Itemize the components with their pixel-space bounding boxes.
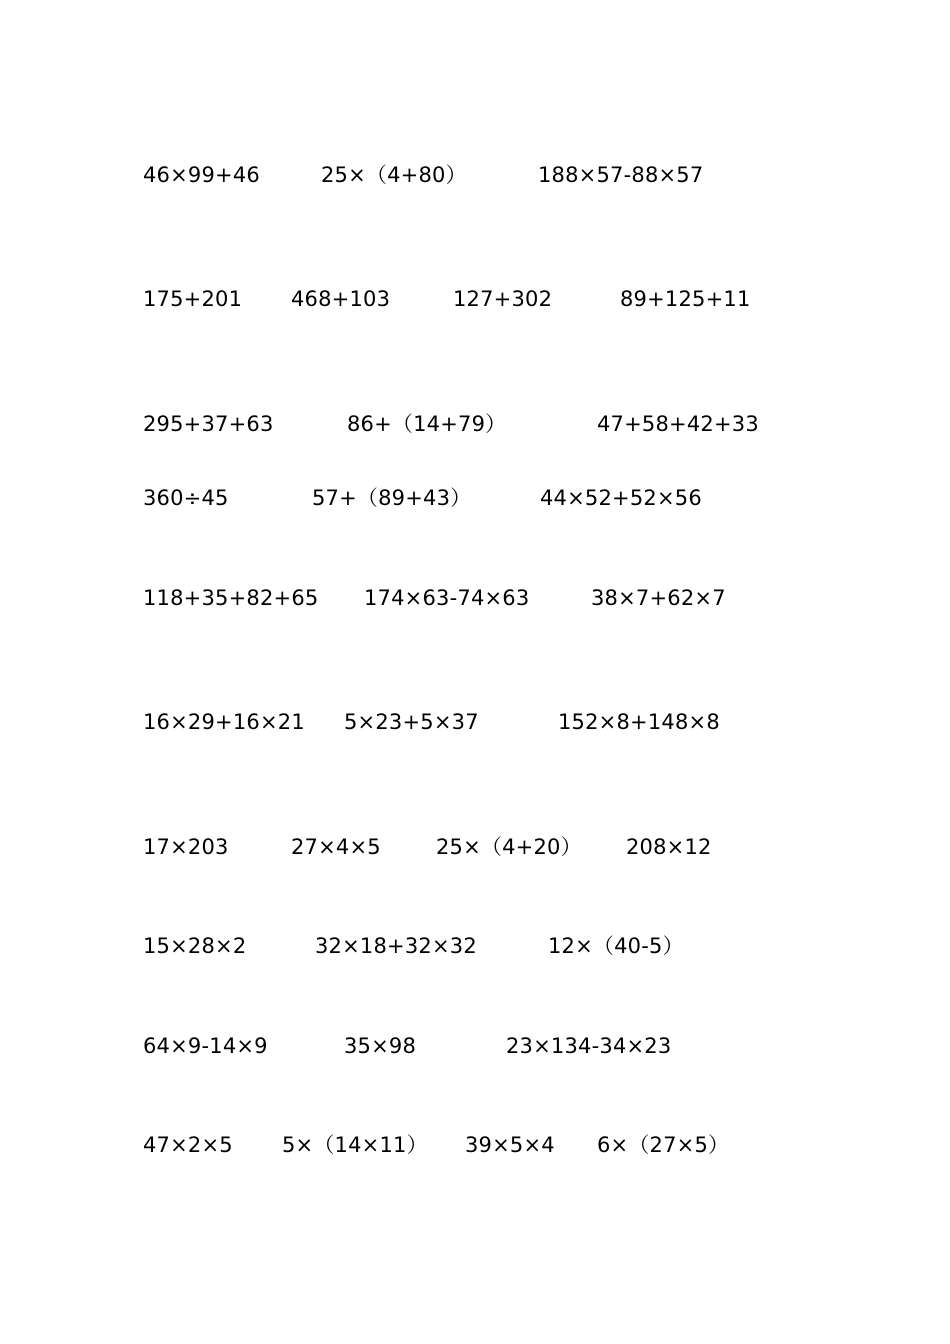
- math-expression: 86+（14+79）: [347, 412, 507, 436]
- math-expression: 89+125+11: [620, 287, 751, 311]
- math-expression: 360÷45: [143, 486, 229, 510]
- problem-row-10: [0, 1130, 950, 1160]
- math-expression: 23×134-34×23: [506, 1034, 672, 1058]
- problem-row-1: [0, 160, 950, 190]
- math-expression: 32×18+32×32: [315, 934, 477, 958]
- problem-row-7: [0, 832, 950, 862]
- math-expression: 38×7+62×7: [591, 586, 726, 610]
- math-expression: 175+201: [143, 287, 243, 311]
- math-expression: 16×29+16×21: [143, 710, 305, 734]
- math-expression: 127+302: [453, 287, 553, 311]
- math-expression: 468+103: [291, 287, 391, 311]
- math-expression: 6×（27×5）: [597, 1133, 730, 1157]
- math-expression: 188×57-88×57: [538, 163, 704, 187]
- math-expression: 47×2×5: [143, 1133, 233, 1157]
- problem-row-4: [0, 483, 950, 513]
- math-expression: 118+35+82+65: [143, 586, 319, 610]
- math-expression: 152×8+148×8: [558, 710, 720, 734]
- math-expression: 12×（40-5）: [548, 934, 684, 958]
- math-expression: 57+（89+43）: [312, 486, 472, 510]
- math-expression: 44×52+52×56: [540, 486, 702, 510]
- math-expression: 47+58+42+33: [597, 412, 759, 436]
- math-expression: 25×（4+80）: [321, 163, 467, 187]
- problem-row-8: [0, 931, 950, 961]
- math-expression: 64×9-14×9: [143, 1034, 268, 1058]
- math-expression: 35×98: [344, 1034, 417, 1058]
- math-expression: 295+37+63: [143, 412, 274, 436]
- problem-row-2: [0, 284, 950, 314]
- math-expression: 5×23+5×37: [344, 710, 479, 734]
- problem-row-6: [0, 707, 950, 737]
- math-expression: 174×63-74×63: [364, 586, 530, 610]
- problem-row-9: [0, 1031, 950, 1061]
- math-expression: 46×99+46: [143, 163, 260, 187]
- math-expression: 5×（14×11）: [282, 1133, 428, 1157]
- math-expression: 208×12: [626, 835, 712, 859]
- math-expression: 39×5×4: [465, 1133, 555, 1157]
- math-expression: 15×28×2: [143, 934, 247, 958]
- problem-row-5: [0, 583, 950, 613]
- math-expression: 17×203: [143, 835, 229, 859]
- math-expression: 25×（4+20）: [436, 835, 582, 859]
- math-expression: 27×4×5: [291, 835, 381, 859]
- problem-row-3: [0, 409, 950, 439]
